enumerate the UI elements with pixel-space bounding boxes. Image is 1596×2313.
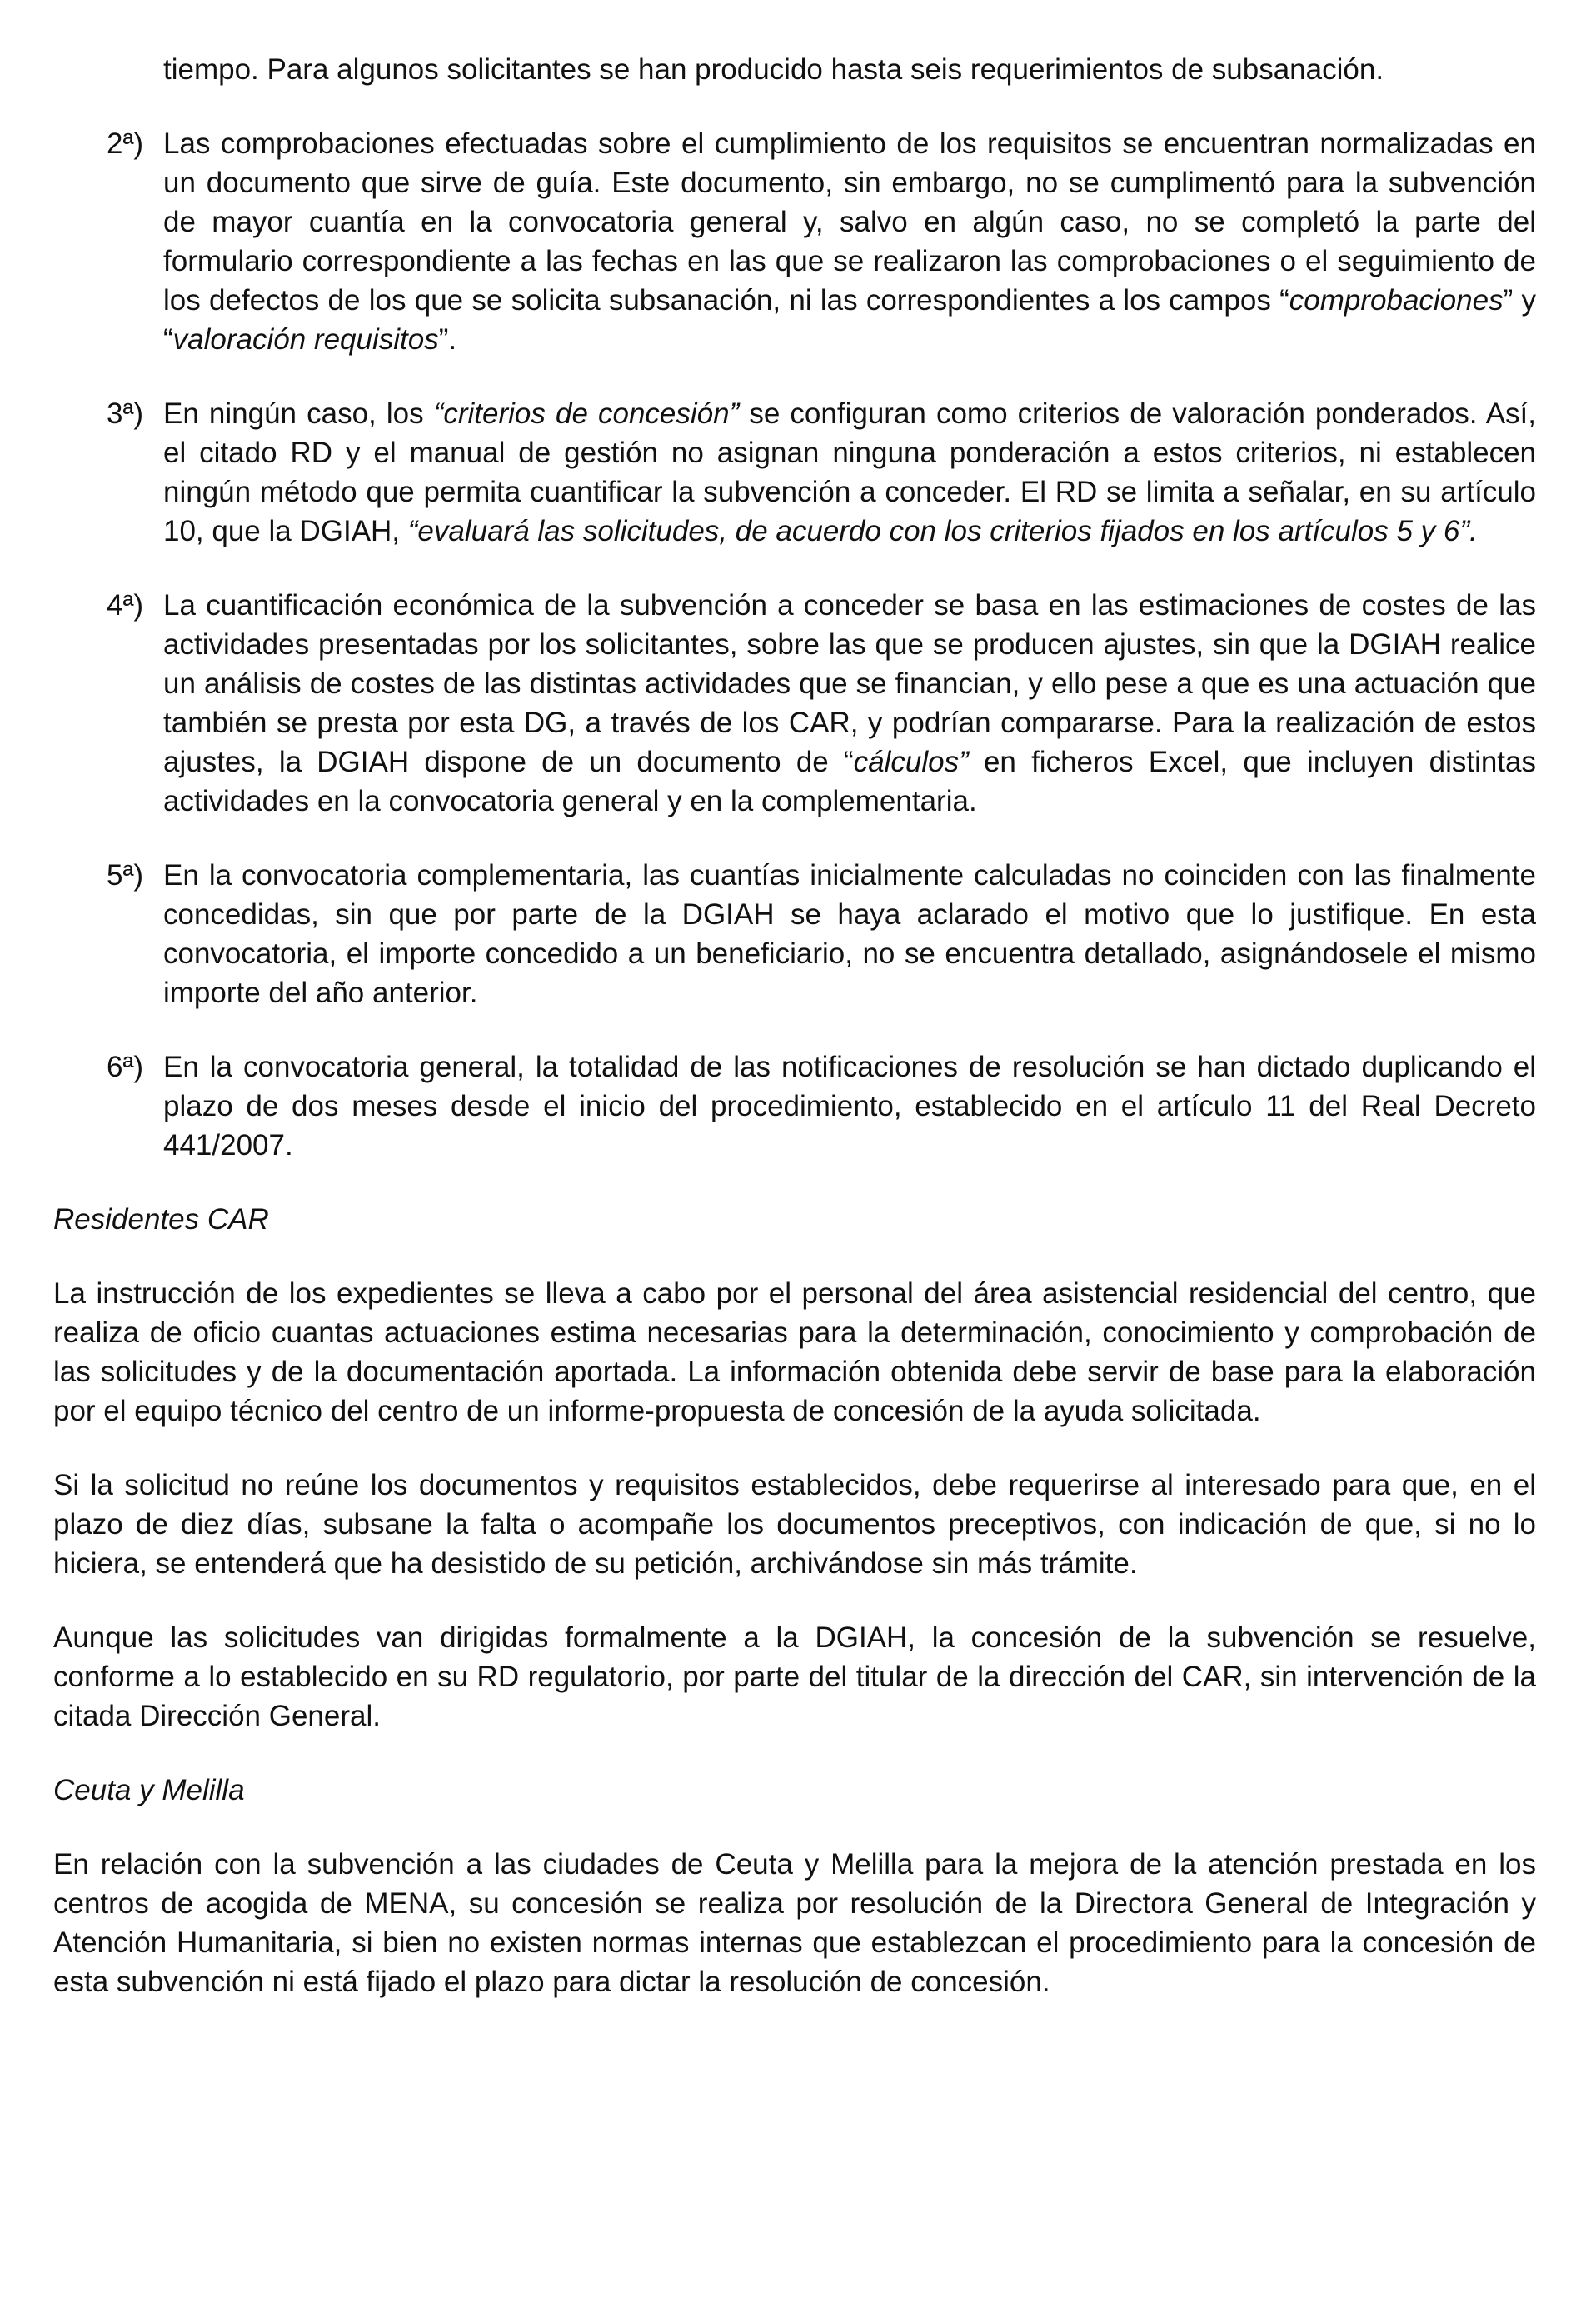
paragraph: Si la solicitud no reúne los documentos y requisitos establecidos, debe requerirse al interesado para que, en el plazo de diez días, subsane la falta o acompañe los documentos preceptivos, con indicación de que, si no lo hiciera, se entenderá que ha desistido de su petición, archivándose sin más trámite.: [53, 1469, 1536, 1580]
section-heading-car: Residentes CAR: [53, 1203, 269, 1236]
item-text: ”.: [438, 323, 457, 356]
list-item-6: [53, 1047, 1536, 1165]
section-heading-ceuta-melilla: Ceuta y Melilla: [53, 1774, 245, 1806]
document-page: [53, 50, 1536, 2036]
item-text: en ficheros Excel, que incluyen distintas actividades en la convocatoria general y en la complementaria.: [163, 746, 1536, 817]
list-item-4: [53, 586, 1536, 821]
item-number: 3ª): [107, 397, 144, 430]
item-number: 4ª): [107, 589, 144, 622]
item-emphasis: valoración requisitos: [172, 323, 439, 356]
item-emphasis: “criterios de concesión”: [433, 397, 740, 430]
item-text: ” y “: [163, 284, 1536, 356]
item-text: Las comprobaciones efectuadas sobre el cumplimiento de los requisitos se encuentran normalizadas en un documento que sirve de guía. Este documento, sin embargo, no se cumplimentó para la subvención de mayor cuantía en la convocatoria general y, salvo en algún caso, no se completó la parte del formulario correspondiente a las fechas en las que se realizaron las comprobaciones o el seguimiento de los defectos de los que se solicita subsanación, ni las correspondientes a los campos “: [163, 127, 1536, 317]
paragraph: En relación con la subvención a las ciudades de Ceuta y Melilla para la mejora de la atención prestada en los centros de acogida de MENA, su concesión se realiza por resolución de la Directora General de Integración y Atención Humanitaria, si bien no existen normas internas que establezcan el procedimiento para la concesión de esta subvención ni está fijado el plazo para dictar la resolución de concesión.: [53, 1848, 1536, 1998]
paragraph: La instrucción de los expedientes se lleva a cabo por el personal del área asistencial residencial del centro, que realiza de oficio cuantas actuaciones estima necesarias para la determinación, conocimiento y comprobación de las solicitudes y de la documentación aportada. La información obtenida debe servir de base para la elaboración por el equipo técnico del centro de un informe-propuesta de concesión de la ayuda solicitada.: [53, 1277, 1536, 1427]
paragraph: Aunque las solicitudes van dirigidas formalmente a la DGIAH, la concesión de la subvención se resuelve, conforme a lo establecido en su RD regulatorio, por parte del titular de la dirección del CAR, sin intervención de la citada Dirección General.: [53, 1621, 1536, 1732]
item-text: La cuantificación económica de la subvención a conceder se basa en las estimaciones de costes de las actividades presentadas por los solicitantes, sobre las que se producen ajustes, sin que la DGIAH realice un análisis de costes de las distintas actividades que se financian, y ello pese a que es una actuación que también se presta por esta DG, a través de los CAR, y podrían compararse. Para la realización de estos ajustes, la DGIAH dispone de un documento de “: [163, 589, 1536, 778]
list-item-2: [53, 124, 1536, 359]
item-number: 5ª): [107, 859, 144, 892]
list-item-3: [53, 394, 1536, 551]
list-item-5: [53, 856, 1536, 1012]
item-text: En ningún caso, los: [163, 397, 434, 430]
item-number: 6ª): [107, 1051, 144, 1083]
item-text: En la convocatoria complementaria, las cuantías inicialmente calculadas no coinciden con las finalmente concedidas, sin que por parte de la DGIAH se haya aclarado el motivo que lo justifique. En esta convocatoria, el importe concedido a un beneficiario, no se encuentra detallado, asignándosele el mismo importe del año anterior.: [163, 859, 1536, 1009]
item-emphasis: cálculos”: [853, 746, 969, 778]
item-text: se configuran como criterios de valoración ponderados. Así, el citado RD y el manual de gestión no asignan ninguna ponderación a estos criterios, ni establecen ningún método que permita cuantificar la subvención a conceder. El RD se limita a señalar, en su artículo 10, que la DGIAH,: [163, 397, 1536, 547]
item-emphasis: “evaluará las solicitudes, de acuerdo con los criterios fijados en los artículos 5 y 6”.: [407, 515, 1478, 547]
item-number: 2ª): [107, 127, 144, 160]
item-emphasis: comprobaciones: [1289, 284, 1504, 317]
item-text: En la convocatoria general, la totalidad de las notificaciones de resolución se han dictado duplicando el plazo de dos meses desde el inicio del procedimiento, establecido en el artículo 11 del Real Decreto 441/2007.: [163, 1051, 1536, 1161]
continuation-text: tiempo. Para algunos solicitantes se han producido hasta seis requerimientos de subsanación.: [163, 53, 1384, 86]
